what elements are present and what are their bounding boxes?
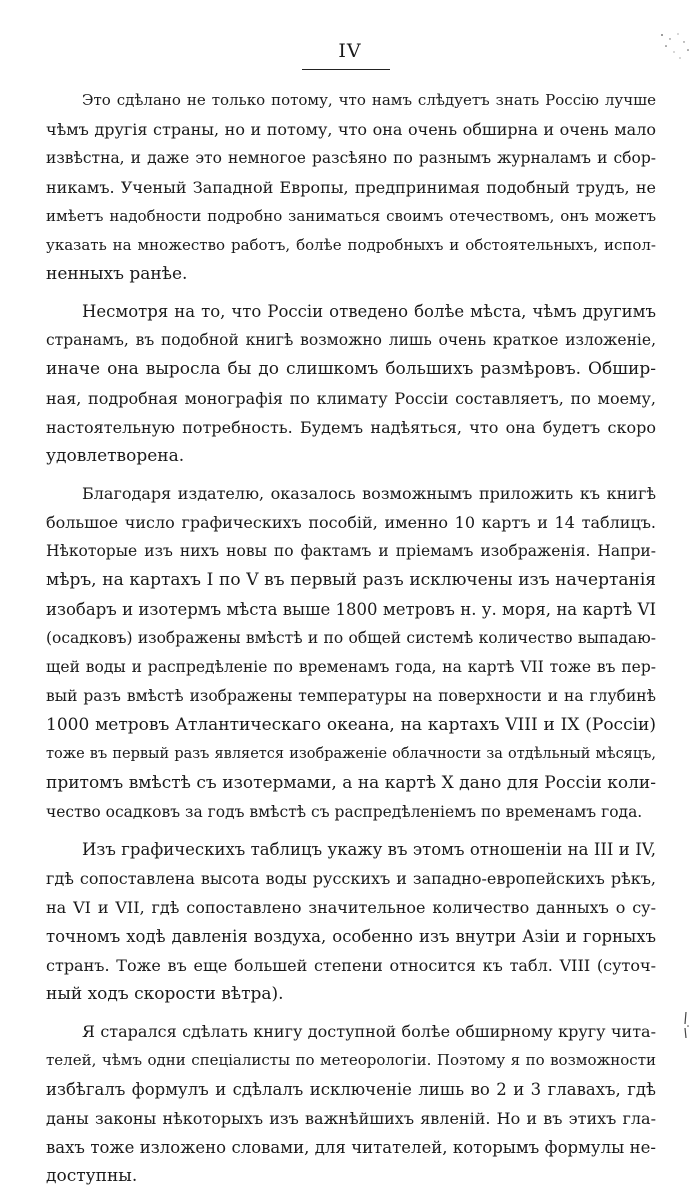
text-line: вый разъ вмѣстѣ изображены температуры на поверхности и на глубинѣ <box>46 687 656 705</box>
text-line: тоже въ первый разъ является изображеніе облачности за отдѣльный мѣсяцъ, <box>46 746 656 762</box>
text-line: странамъ, въ подобной книгѣ возможно лишь очень краткое изложеніе, <box>46 331 656 349</box>
paragraph-5 <box>46 1017 656 1191</box>
text-line: извѣстна, и даже это немногое разсѣяно по разнымъ журналамъ и сбор- <box>46 149 656 167</box>
text-line: 1000 метровъ Атлантическаго океана, на картахъ VIII и IX (Россіи) <box>46 715 656 735</box>
text-line: доступны. <box>46 1166 138 1186</box>
paragraph-3 <box>46 479 656 827</box>
text-line: изобаръ и изотермъ мѣста выше 1800 метровъ н. у. моря, на картѣ VI <box>46 600 656 619</box>
text-line: Это сдѣлано не только потому, что намъ слѣдуетъ знать Россію лучше <box>82 91 656 109</box>
text-line: удовлетворена. <box>46 446 185 466</box>
text-line: Изъ графическихъ таблицъ укажу въ этомъ отношеніи на III и IV, <box>82 840 656 859</box>
text-line: большое число графическихъ пособій, именно 10 картъ и 14 таблицъ. <box>46 513 656 532</box>
text-line: мѣръ, на картахъ I по V въ первый разъ исключены изъ начертанія <box>46 570 656 590</box>
text-line: гдѣ сопоставлена высота воды русскихъ и западно-европейскихъ рѣкъ, <box>46 869 656 888</box>
margin-mark-decoration <box>680 1010 692 1040</box>
text-line: ная, подробная монографія по климату Россіи составляетъ, по моему, <box>46 389 656 408</box>
body-text <box>46 86 656 1191</box>
paragraph-4 <box>46 835 656 1009</box>
text-line: притомъ вмѣстѣ съ изотермами, а на картѣ X дано для Россіи коли- <box>46 773 656 793</box>
text-line: настоятельную потребность. Будемъ надѣяться, что она будетъ скоро <box>46 418 656 437</box>
text-line: избѣгалъ формулъ и сдѣлалъ исключеніе лишь во 2 и 3 главахъ, гдѣ <box>46 1080 656 1099</box>
text-line: указать на множество работъ, болѣе подробныхъ и обстоятельныхъ, испол- <box>46 236 656 254</box>
text-line: (осадковъ) изображены вмѣстѣ и по общей системѣ количество выпадаю- <box>46 629 656 647</box>
text-line: точномъ ходѣ давленія воздуха, особенно изъ внутри Азіи и горныхъ <box>46 927 656 946</box>
text-line: вахъ тоже изложено словами, для читателей, которымъ формулы не- <box>46 1138 656 1157</box>
text-line: чество осадковъ за годъ вмѣстѣ съ распредѣленіемъ по временамъ года. <box>46 803 643 821</box>
text-line: ный ходъ скорости вѣтра). <box>46 984 284 1004</box>
text-line: телей, чѣмъ одни спеціалисты по метеорологіи. Поэтому я по возможности <box>46 1051 656 1069</box>
text-line: щей воды и распредѣленіе по временамъ года, на картѣ VII тоже въ пер- <box>46 658 656 676</box>
page-number: IV <box>338 40 362 62</box>
text-line: чѣмъ другія страны, но и потому, что она очень обширна и очень мало <box>46 120 656 139</box>
paragraph-1 <box>46 86 656 289</box>
paragraph-2 <box>46 297 656 471</box>
page-number-rule <box>302 69 390 70</box>
text-line: Нѣкоторые изъ нихъ новы по фактамъ и пріемамъ изображенія. Напри- <box>46 542 656 560</box>
text-line: на VI и VII, гдѣ сопоставлено значительное количество данныхъ о су- <box>46 898 656 917</box>
text-line: Благодаря издателю, оказалось возможнымъ приложить къ книгѣ <box>82 484 656 503</box>
text-line: иначе она выросла бы до слишкомъ большихъ размѣровъ. Обшир- <box>46 359 656 379</box>
text-line: Я старался сдѣлать книгу доступной болѣе обширному кругу чита- <box>82 1022 656 1041</box>
text-line: ненныхъ ранѣе. <box>46 264 188 284</box>
text-line: Несмотря на то, что Россіи отведено болѣе мѣста, чѣмъ другимъ <box>82 302 656 321</box>
paper-specks-decoration <box>656 30 696 70</box>
text-line: даны законы нѣкоторыхъ изъ важнѣйшихъ явленій. Но и въ этихъ гла- <box>46 1109 656 1128</box>
text-line: имѣетъ надобности подробно заниматься своимъ отечествомъ, онъ можетъ <box>46 207 656 225</box>
text-line: странъ. Тоже въ еще большей степени относится къ табл. VIII (суточ- <box>46 956 656 975</box>
text-line: никамъ. Ученый Западной Европы, предпринимая подобный трудъ, не <box>46 178 656 197</box>
